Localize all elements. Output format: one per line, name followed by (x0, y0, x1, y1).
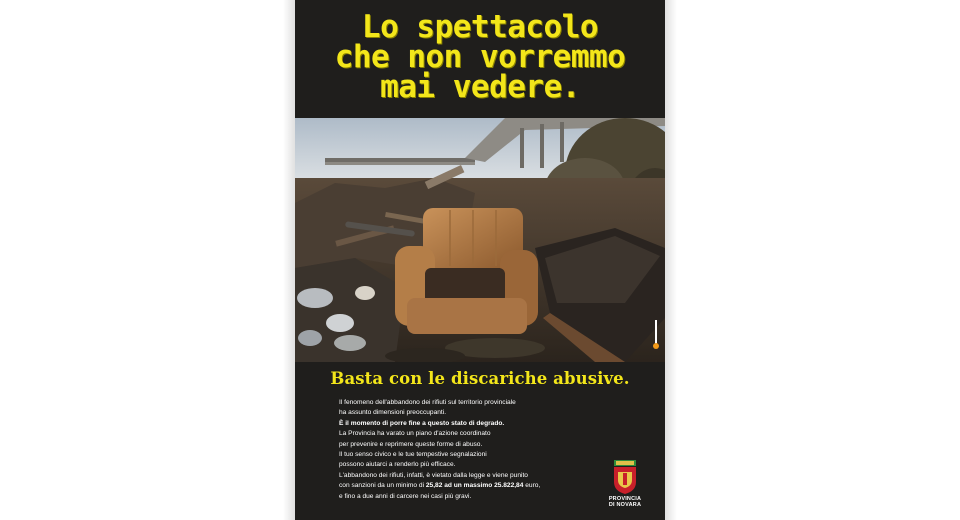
body-line: La Provincia ha varato un piano d'azione coordinato (339, 430, 491, 438)
body-line: Il fenomeno dell'abbandono dei rifiuti sul territorio provinciale (339, 399, 516, 406)
sanction-min: 25,82 (425, 482, 443, 490)
body-line: possono aiutarci a renderlo più efficace. (339, 461, 456, 469)
poster (295, 0, 665, 520)
logo-line-2: DI NOVARA (608, 502, 642, 508)
sanction-line (339, 481, 599, 491)
headline-line-2: che non vorremmo (334, 39, 626, 75)
sanction-pre: con sanzioni da un minimo di (339, 482, 426, 490)
body-line: ha assunto dimensioni preoccupanti. (339, 409, 447, 417)
body-line-last: e fino a due anni di carcere nei casi più gravi. (339, 492, 472, 500)
sanction-max: 25.822,84 (494, 482, 524, 490)
body-line: per prevenire e reprimere queste forme di abuso. (339, 440, 483, 448)
provincia-logo (605, 460, 645, 512)
page-shadow-left (283, 0, 295, 520)
body-line: Il tuo senso civico e le tue tempestive segnalazioni (339, 451, 487, 459)
headline-line-3: mai vedere. (380, 69, 580, 105)
sanction-mid: ad un massimo (442, 482, 495, 490)
thermometer-icon (653, 320, 659, 350)
subheadline: Basta con le discariche abusive. (330, 369, 630, 388)
body-text (339, 398, 599, 502)
provincia-coat-of-arms-icon (612, 460, 638, 494)
abandoned-armchair-dump-photo (295, 118, 665, 362)
sanction-post: euro, (523, 482, 541, 490)
body-line: L'abbandono dei rifiuti, infatti, è vietato dalla legge e viene punito (339, 471, 528, 479)
body-line-bold: È il momento di porre fine a questo stato di degrado. (339, 419, 505, 427)
headline-line-1: Lo spettacolo (361, 9, 599, 45)
headline (295, 9, 665, 105)
logo-line-1: PROVINCIA (608, 496, 642, 502)
page-shadow-right (665, 0, 677, 520)
